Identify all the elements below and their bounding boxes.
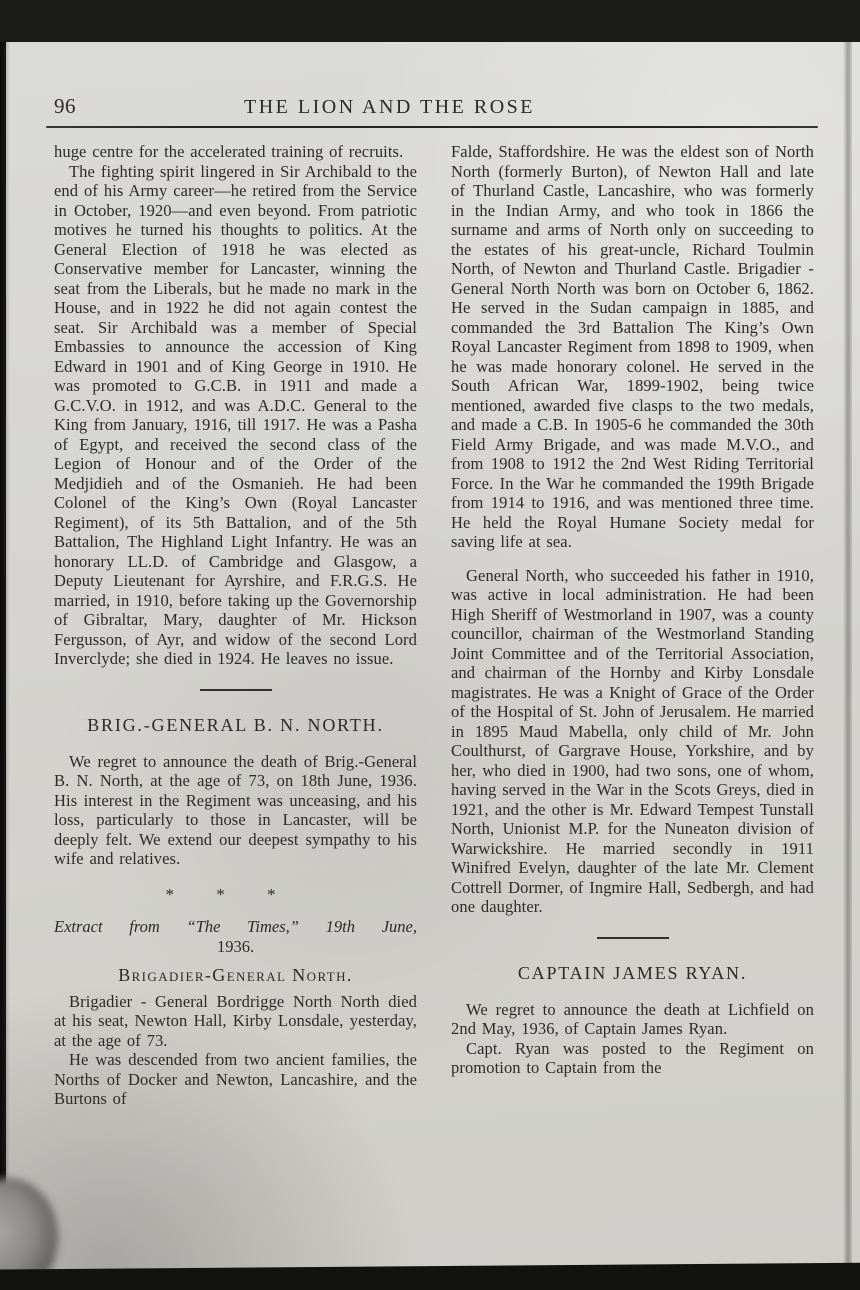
left-column [54, 142, 417, 1109]
page-header [6, 42, 860, 128]
paragraph-bordrigge: Brigadier - General Bordrigge North North died at his seat, Newton Hall, Kirby Lonsdale, yesterday, at the age of 73. [54, 991, 417, 1050]
two-column-text [6, 128, 860, 1109]
right-column [451, 142, 814, 1109]
page-left-edge-shadow [0, 42, 10, 1274]
book-page [6, 42, 860, 1274]
paragraph-continuation: huge centre for the accelerated training of recruits. [54, 142, 404, 161]
paragraph-regret-north: We regret to announce the death of Brig.-General B. N. North, at the age of 73, on 18th June, 1936. His interest in the Regiment was unceasing, and his loss, particularly to those in Lancaster, will be deeply felt. We extend our deepest sympathy to his wife and relatives. [54, 751, 417, 868]
extract-line2: 1936. [216, 936, 255, 956]
paragraph-regret-ryan: We regret to announce the death at Lichfield on 2nd May, 1936, of Captain James Ryan. [451, 999, 814, 1038]
asterisk-divider: * * * [165, 884, 276, 904]
section-separator [597, 937, 669, 939]
paragraph-general-north: General North, who succeeded his father in 1910, was active in local administration. He had been High Sheriff of Westmorland in 1907, was a county councillor, chairman of the Westmorland Standing Joint Committee and of the Territorial Association, and chairman of the Hornby and Kirby Lonsdale magistrates. He was a Knight of Grace of the Order of the Hospital of St. John of Jerusalem. He married in 1895 Maud Mabella, only child of Mr. John Coulthurst, of Gargrave House, Yorkshire, and by her, who died in 1900, had two sons, one of whom, having served in the War in the Scots Greys, died in 1921, and the other is Mr. Edward Tempest Tunstall North, Unionist M.P. for the Nuneaton division of Warwickshire. He married secondly in 1911 Winifred Evelyn, daughter of the late Mr. Clement Cottrell Dormer, of Ingmire Hall, Sedbergh, and had one daughter. [451, 565, 814, 916]
page-binding-crease [843, 42, 852, 1274]
extract-line1: Extract from “The Times,” 19th June, [54, 916, 417, 936]
journal-title: THE LION AND THE ROSE [244, 96, 536, 118]
section-heading-ryan: CAPTAIN JAMES RYAN. [517, 962, 748, 983]
paragraph-posted: Capt. Ryan was posted to the Regiment on promotion to Captain from the [451, 1038, 814, 1077]
section-heading-north: BRIG.-GENERAL B. N. NORTH. [87, 714, 384, 735]
sub-heading-brigadier-general-north: Brigadier-General North. [118, 964, 353, 985]
paragraph-archibald: The fighting spirit lingered in Sir Archibald to the end of his Army career—he retired from the Service in October, 1920—and even beyond. From patriotic motives he turned his thoughts to politics. At the General Election of 1918 he was elected as Conservative member for Lancaster, winning the seat from the Liberals, but he made no mark in the House, and in 1922 he did not again contest the seat. Sir Archibald was a member of Special Embassies to announce the accession of King Edward in 1901 and of King George in 1910. He was promoted to G.C.B. in 1911 and made a G.C.V.O. in 1912, and was A.D.C. General to the King from January, 1916, till 1917. He was a Pasha of Egypt, and received the second class of the Legion of Honour and of the Order of the Medjidieh and of the Osmanieh. He had been Colonel of the King’s Own (Royal Lancaster Regiment), of its 5th Battalion, and of the 5th Battalion, The Highland Light Infantry. He was an honorary LL.D. of Cambridge and Glasgow, a Deputy Lieutenant for Ayrshire, and F.R.G.S. He married, in 1910, before taking up the Governorship of Gibraltar, Mary, daughter of Mr. Hickson Fergusson, of Ayr, and widow of the second Lord Inverclyde; she died in 1924. He leaves no issue. [54, 161, 417, 668]
section-separator [200, 689, 272, 691]
header-rule [46, 126, 818, 128]
paragraph-falde: Falde, Staffordshire. He was the eldest son of North North (formerly Burton), of Newton Hall and late of Thurland Castle, Lancashire, who was formerly in the Indian Army, and who took in 1866 the surname and arms of North only on succeeding to the estates of his great-uncle, Richard Toulmin North, of Newton and Thurland Castle. Brigadier - General North North was born on October 6, 1862. He served in the Sudan campaign in 1885, and commanded the 3rd Battalion The King’s Own Royal Lancaster Regiment from 1898 to 1909, when he was made honorary colonel. He served in the South African War, 1899-1902, being twice mentioned, awarded five clasps to the two medals, and made a C.B. In 1905-6 he commanded the 30th Field Army Brigade, and was made M.V.O., and from 1908 to 1912 the 2nd West Riding Territorial Force. In the War he commanded the 199th Brigade from 1914 to 1916, and was mentioned three time. He held the Royal Humane Society medal for saving life at sea. [451, 142, 814, 551]
extract-citation [54, 917, 417, 957]
paragraph-descended: He was descended from two ancient families, the Norths of Docker and Newton, Lancashire, and the Burtons of [54, 1050, 417, 1108]
page-number: 96 [54, 94, 76, 118]
